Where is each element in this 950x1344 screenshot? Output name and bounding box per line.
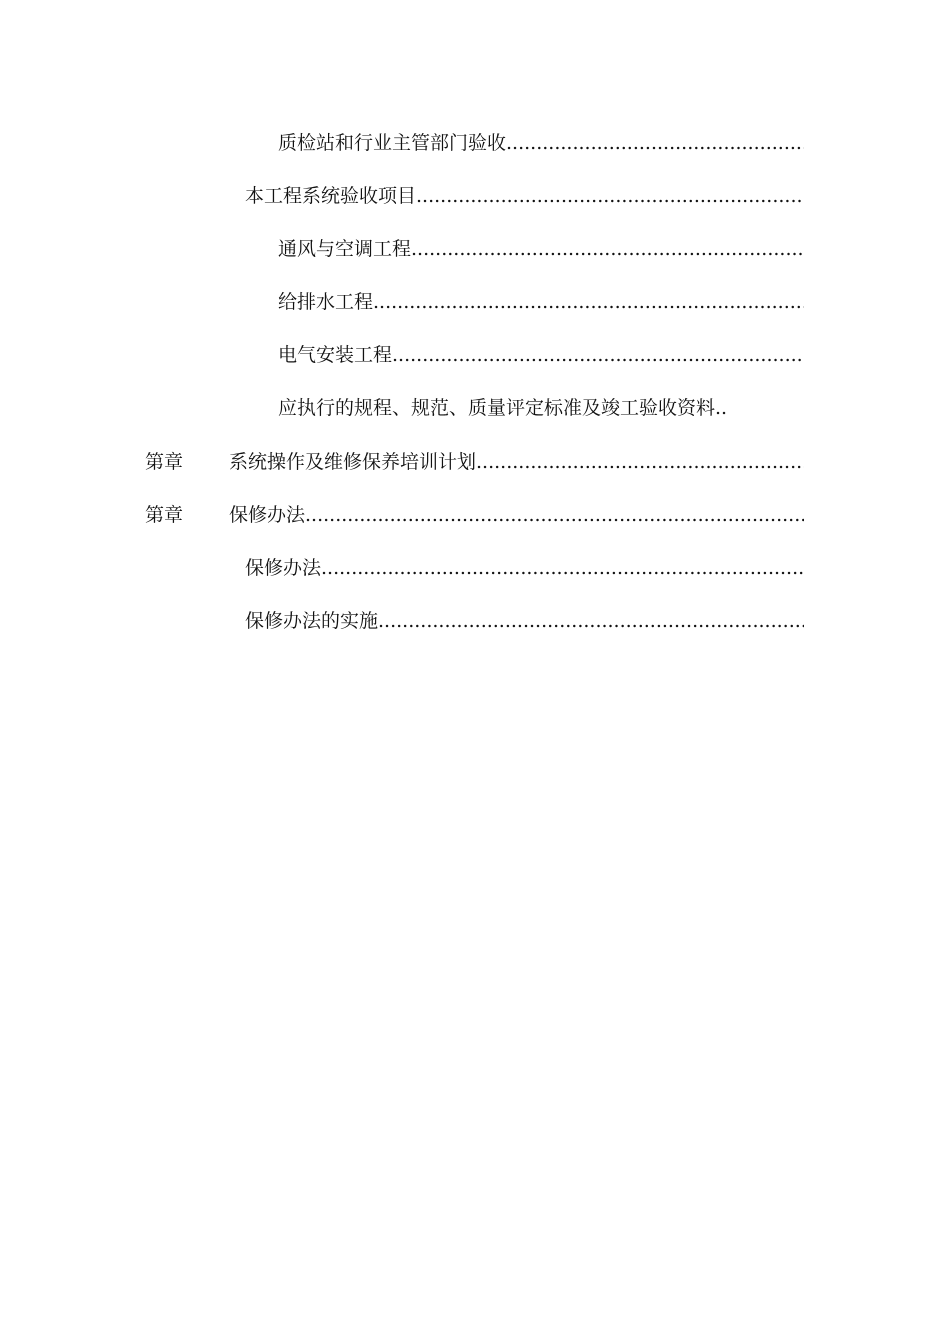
toc-entry[interactable] <box>278 337 804 367</box>
toc-entry[interactable] <box>245 603 804 633</box>
toc-dot-leader <box>378 609 804 633</box>
toc-entry-label: 电气安装工程 <box>278 344 393 366</box>
toc-entry[interactable] <box>278 231 804 261</box>
toc-entry-label: 应执行的规程、规范、质量评定标准及竣工验收资料 <box>278 397 716 419</box>
toc-entry-label: 本工程系统验收项目 <box>245 185 417 207</box>
toc-entry-label: 给排水工程 <box>278 291 374 313</box>
toc-dot-leader <box>392 343 804 367</box>
toc-entry[interactable] <box>245 178 804 208</box>
toc-chapter-entry[interactable] <box>145 444 804 474</box>
toc-dot-leader <box>411 237 804 261</box>
toc-entry[interactable] <box>278 284 804 314</box>
toc-dot-leader <box>476 450 804 474</box>
toc-dot-leader <box>506 131 804 155</box>
toc-dot-leader <box>305 503 804 527</box>
toc-entry-label: 通风与空调工程 <box>278 238 412 260</box>
toc-entry-label: 保修办法 <box>245 557 322 579</box>
toc-dot-leader <box>373 290 804 314</box>
toc-dot-leader <box>715 396 727 420</box>
toc-entry[interactable] <box>278 390 804 420</box>
toc-entry-label: 系统操作及维修保养培训计划 <box>229 451 477 473</box>
toc-chapter-number: 第章 <box>145 451 184 473</box>
toc-entry[interactable] <box>278 125 804 155</box>
toc-entry[interactable] <box>245 550 804 580</box>
toc-entry-label: 保修办法的实施 <box>245 610 379 632</box>
toc-chapter-entry[interactable] <box>145 497 804 527</box>
toc-entry-label: 保修办法 <box>229 504 306 526</box>
toc-entry-label: 质检站和行业主管部门验收 <box>278 132 507 154</box>
toc-dot-leader <box>321 556 804 580</box>
toc-chapter-number: 第章 <box>145 504 184 526</box>
toc-dot-leader <box>416 184 804 208</box>
